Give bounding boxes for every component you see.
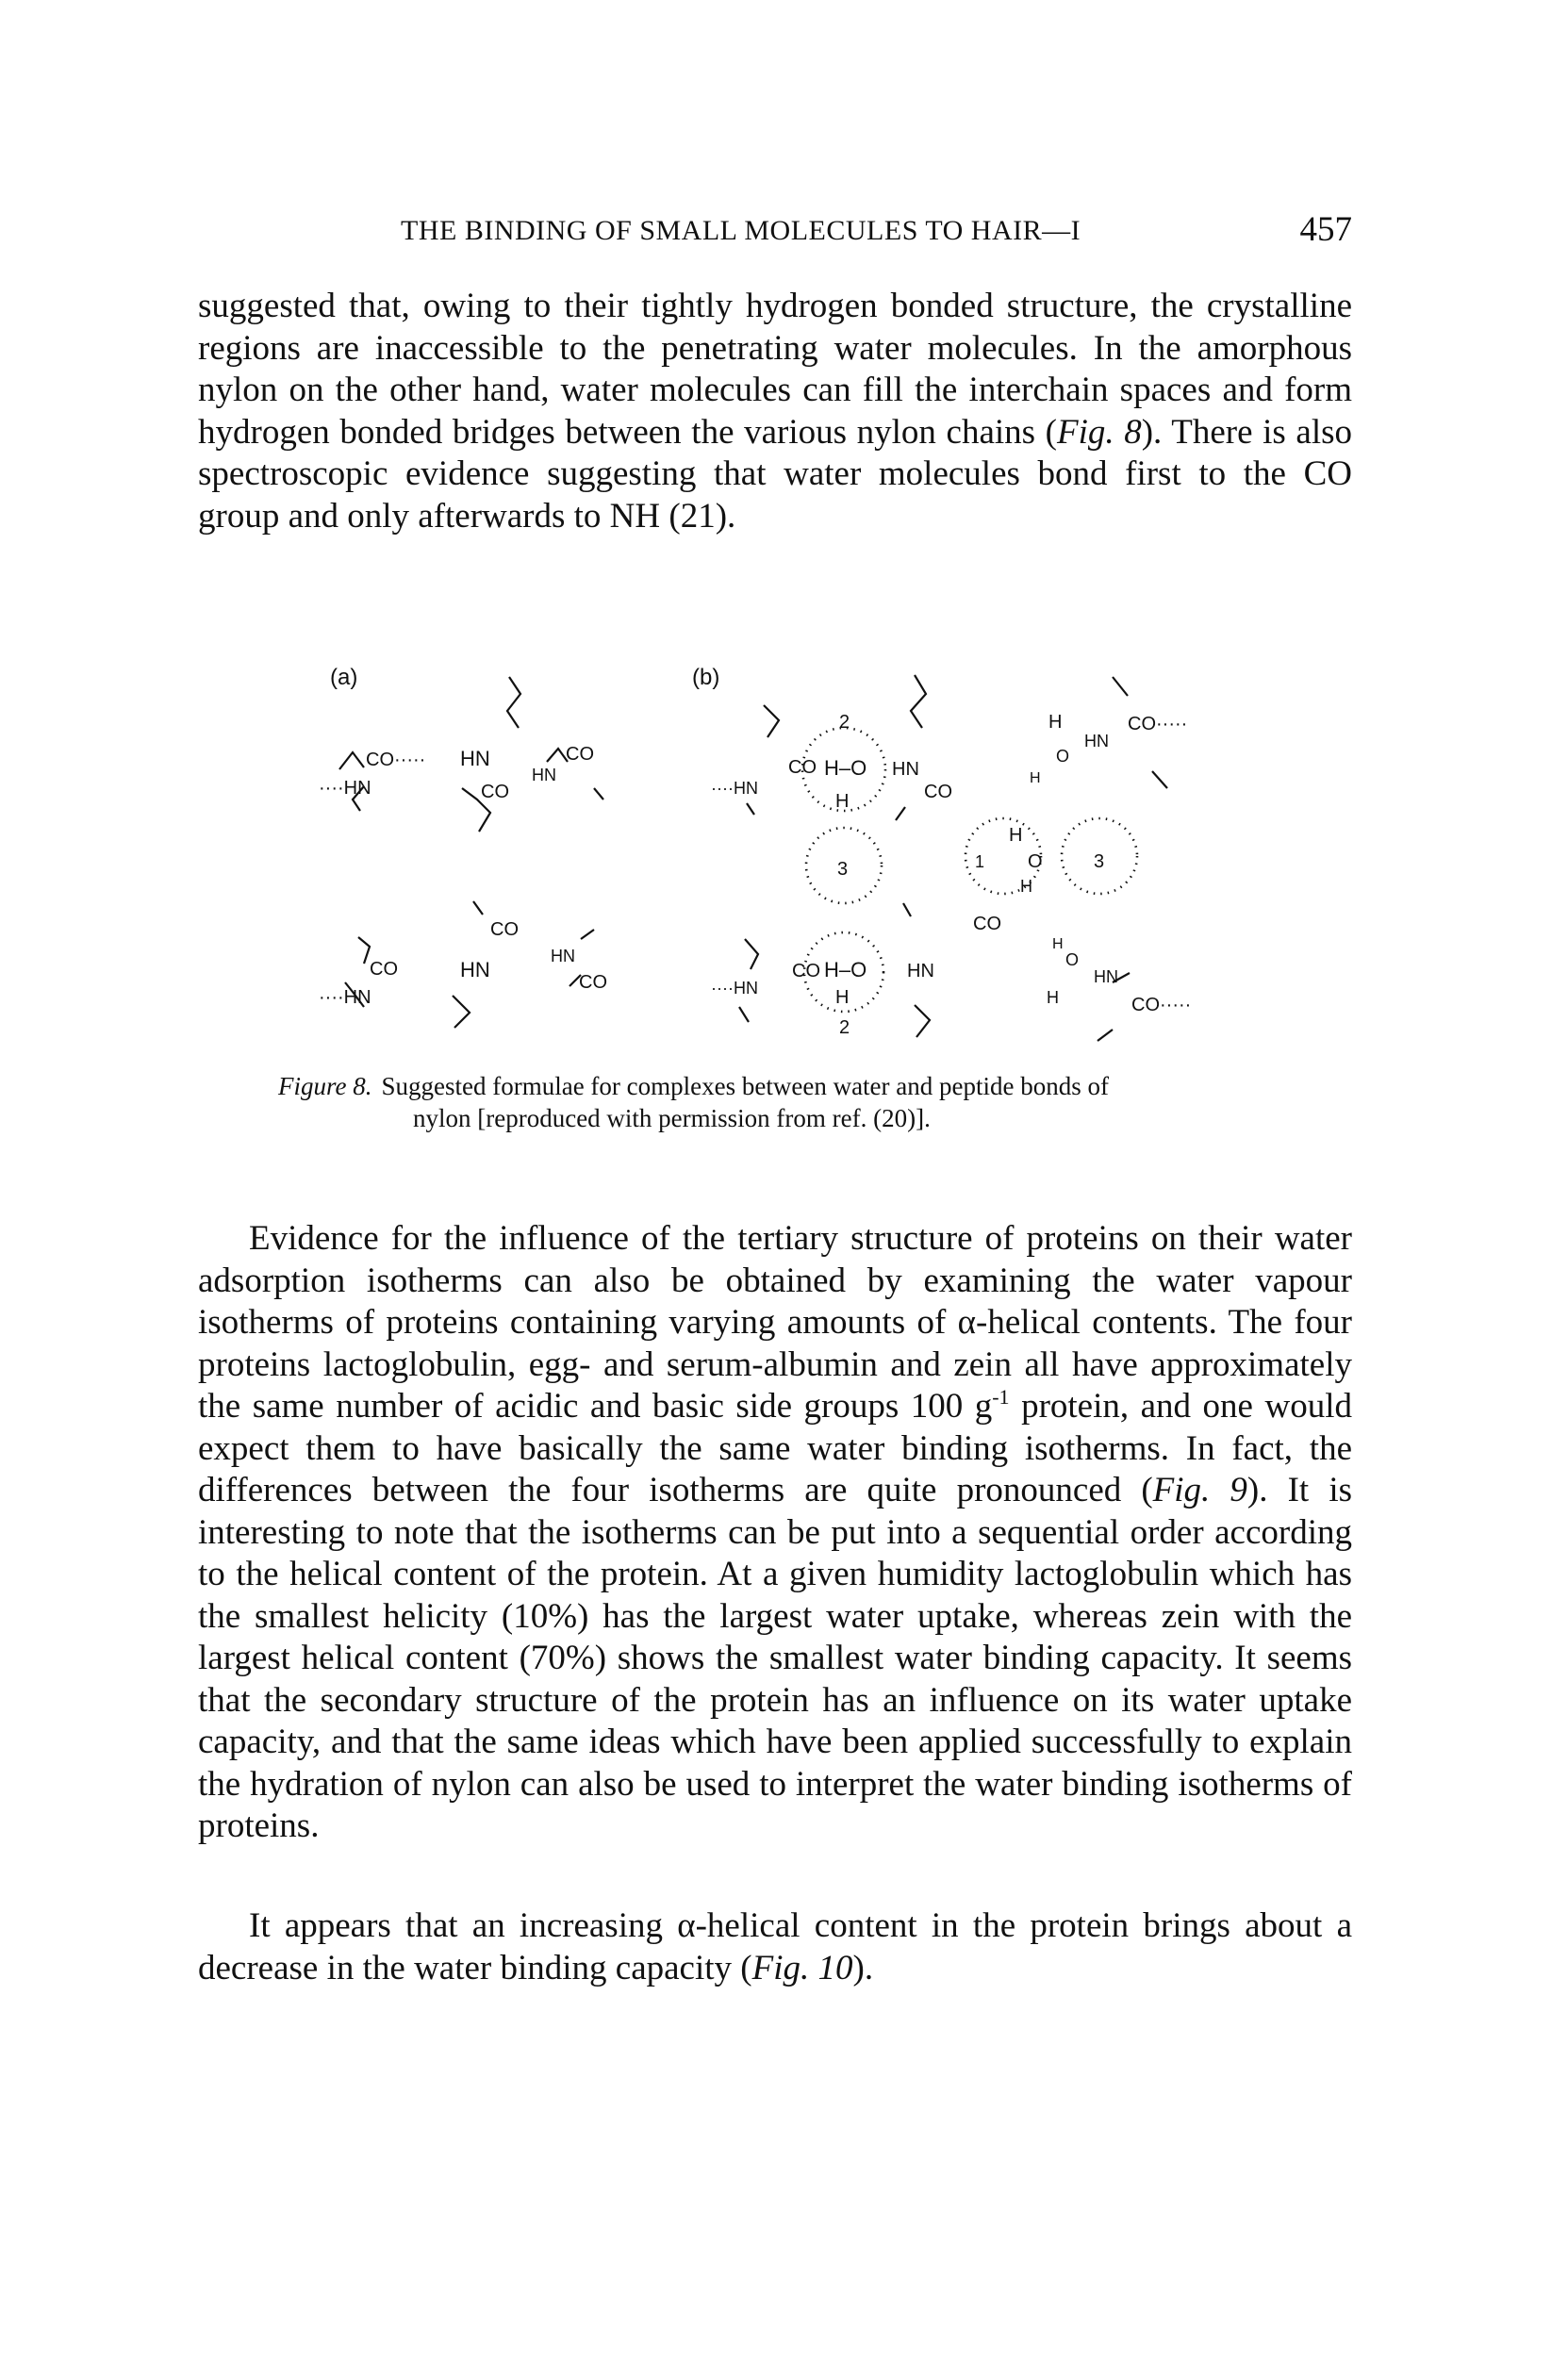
chem-label: CO····· bbox=[366, 750, 426, 770]
chain-line bbox=[1152, 771, 1167, 788]
chem-label: HN bbox=[460, 958, 490, 981]
running-head bbox=[198, 209, 1352, 258]
chem-label: CO bbox=[370, 959, 398, 980]
fig-8-reference: Fig. 8 bbox=[1056, 412, 1142, 452]
paragraph-2-text-a: Evidence for the influence of the tertiary structure of proteins on their water adsorption isotherms can also be obtained by examining the water vapour isotherms of proteins containing varying amounts of α-helical contents. The four proteins lactoglobulin, egg- and serum-albumin and zein all have approximately the same number of acidic and basic side groups 100 g bbox=[198, 1219, 1352, 1426]
panel-a-label: (a) bbox=[330, 665, 358, 690]
chem-label: H–O bbox=[824, 958, 867, 981]
page-number: 457 bbox=[1299, 210, 1352, 249]
chain-line bbox=[911, 675, 926, 728]
chem-label: HN bbox=[551, 947, 575, 965]
paragraph-3 bbox=[198, 1905, 1352, 1989]
figure-8-diagram bbox=[311, 656, 1254, 1052]
fig-9-reference: Fig. 9 bbox=[1152, 1471, 1247, 1509]
chem-label: CO bbox=[481, 782, 509, 802]
chain-line bbox=[1113, 677, 1128, 696]
chem-label: H bbox=[1047, 988, 1059, 1007]
chem-label: CO bbox=[792, 961, 820, 981]
chem-label: H bbox=[1030, 770, 1041, 786]
paragraph-1 bbox=[198, 286, 1352, 537]
chem-label: HN bbox=[1094, 967, 1118, 986]
chain-line bbox=[747, 803, 754, 815]
chem-label: O bbox=[1028, 851, 1043, 872]
chem-label: ····HN bbox=[711, 979, 758, 998]
chem-label: CO bbox=[788, 757, 817, 778]
chem-label: 1 bbox=[975, 852, 985, 871]
chem-label: 2 bbox=[839, 1017, 850, 1038]
chain-line bbox=[915, 1005, 930, 1037]
figure-8 bbox=[311, 656, 1254, 1052]
chem-label: CO····· bbox=[1128, 714, 1188, 734]
caption-label: Figure 8. bbox=[278, 1072, 372, 1100]
paragraph-3-text-a: It appears that an increasing α-helical content in the protein brings about a decrease in the water binding capacity ( bbox=[198, 1906, 1352, 1987]
chem-label: CO bbox=[566, 744, 594, 765]
paragraph-2-text-c: ). It is interesting to note that the isotherms can be put into a sequential order according to the helical content of the protein. At a given humidity lactoglobulin which has the smallest helicity (10%) has the largest water uptake, whereas zein with the largest helical content (70%) shows the smallest water binding capacity. It seems that the secondary structure of the protein has an influence on its water uptake capacity, and that the same ideas which have been applied successfully to explain the hydration of nylon can also be used to interpret the water binding isotherms of proteins. bbox=[198, 1471, 1352, 1845]
chem-label: H–O bbox=[824, 756, 867, 780]
chem-label: O bbox=[1056, 747, 1070, 766]
superscript: -1 bbox=[992, 1385, 1010, 1409]
chem-label: H bbox=[1048, 712, 1063, 733]
caption-text-line2: nylon [reproduced with permission from ref. (20)]. bbox=[413, 1104, 931, 1132]
chain-line bbox=[507, 677, 520, 728]
paragraph-1-text-b: ). There is also spectroscopic evidence suggesting that water molecules bond first to the CO group and only afterwards to NH (21). bbox=[198, 412, 1353, 536]
chem-label: 3 bbox=[837, 859, 849, 880]
paragraph-2 bbox=[198, 1218, 1352, 1848]
chem-label: O bbox=[1065, 950, 1080, 969]
chem-label: ····HN bbox=[319, 778, 371, 799]
chem-label: CO bbox=[490, 919, 519, 940]
chem-label: CO bbox=[579, 972, 607, 993]
chain-line bbox=[581, 930, 594, 939]
chem-label: H bbox=[1020, 877, 1032, 896]
chem-label: CO bbox=[924, 782, 952, 802]
panel-b-label: (b) bbox=[692, 665, 720, 690]
chain-line bbox=[339, 752, 364, 769]
fig-10-reference: Fig. 10 bbox=[751, 1948, 853, 1987]
chain-line bbox=[547, 749, 568, 762]
chem-label: ····HN bbox=[711, 779, 758, 798]
chain-line bbox=[453, 996, 470, 1028]
chem-label: HN bbox=[892, 759, 919, 780]
chain-line bbox=[1098, 1030, 1113, 1041]
chain-line bbox=[745, 939, 758, 969]
running-title: THE BINDING OF SMALL MOLECULES TO HAIR—I bbox=[401, 215, 1081, 246]
chain-line bbox=[896, 807, 905, 820]
chem-label: HN bbox=[907, 961, 934, 981]
chem-label: H bbox=[835, 987, 850, 1008]
figure-caption bbox=[278, 1070, 1287, 1134]
chem-label: H bbox=[1009, 825, 1023, 846]
caption-text-line1: Suggested formulae for complexes between water and peptide bonds of bbox=[381, 1072, 1109, 1100]
chem-label: HN bbox=[1084, 732, 1109, 750]
chain-line bbox=[473, 901, 483, 915]
chem-label: H bbox=[835, 791, 850, 812]
chem-label: 3 bbox=[1094, 851, 1105, 872]
chain-line bbox=[358, 937, 370, 964]
chain-line bbox=[903, 903, 911, 916]
chain-line bbox=[764, 705, 779, 737]
chain-line bbox=[739, 1007, 749, 1022]
chem-label: HN bbox=[460, 747, 490, 770]
chem-label: ····HN bbox=[319, 987, 371, 1008]
paragraph-3-text-b: ). bbox=[852, 1948, 874, 1987]
chem-label: CO bbox=[973, 914, 1001, 934]
chem-label: HN bbox=[532, 766, 556, 784]
chem-label: CO····· bbox=[1131, 995, 1192, 1015]
chem-label: H bbox=[1052, 936, 1064, 952]
chain-line bbox=[594, 788, 603, 800]
paragraph-2-text-b: protein, and one would expect them to have basically the same water binding isotherms. In fact, the differences between the four isotherms are quite pronounced ( bbox=[198, 1387, 1352, 1509]
paragraph-1-text-a: suggested that, owing to their tightly hydrogen bonded structure, the crystalline regions are inaccessible to the penetrating water molecules. In the amorphous nylon on the other hand, water molecules can fill the interchain spaces and form hydrogen bonded bridges between the various nylon chains ( bbox=[198, 287, 1352, 452]
chem-label: 2 bbox=[839, 712, 850, 733]
